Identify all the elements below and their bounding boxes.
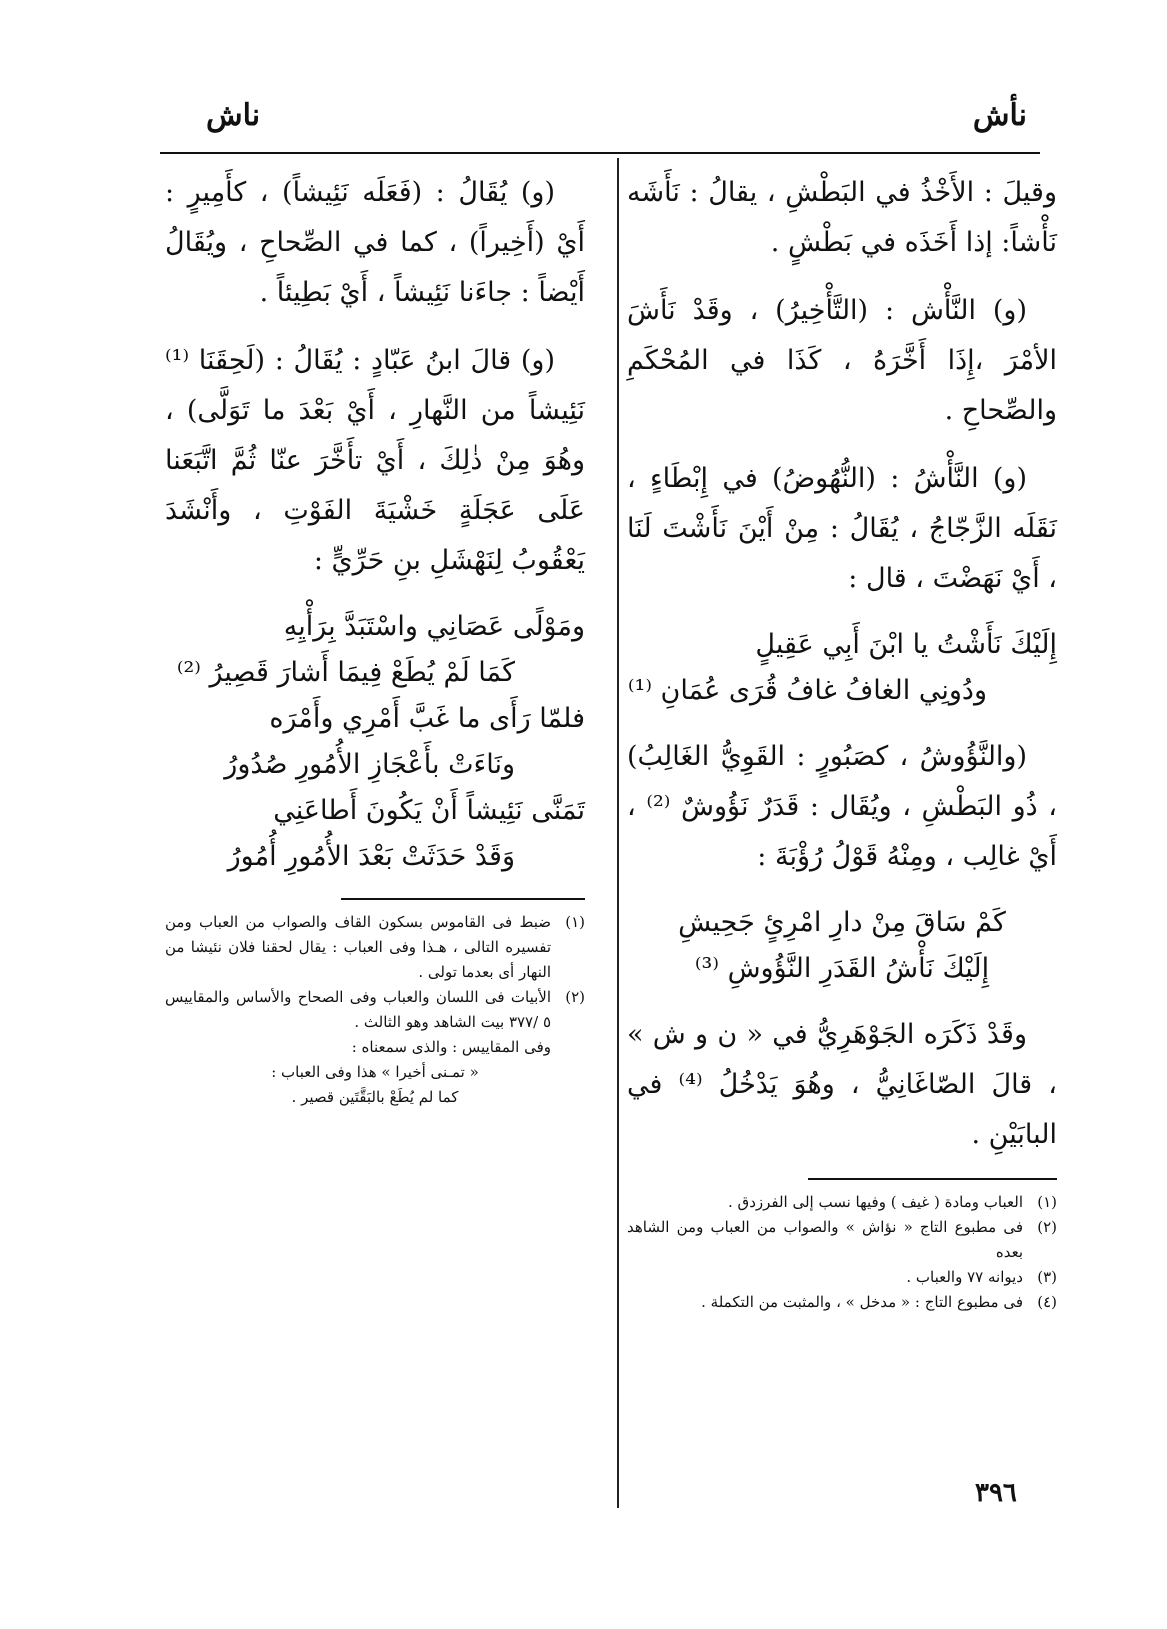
footnote-number: (٣) [1037,1267,1057,1286]
footnote-continuation: وفى المقاييس : والذى سمعناه : [351,1037,551,1056]
footnote [165,910,585,985]
footnote-number: (١) [1037,1192,1057,1211]
header-rule [160,152,1040,154]
right-paragraph-1: وقيلَ : الأَخْذُ في البَطْشِ ، يقالُ : نَأَشَه نَأْشاً: إذا أَخَذَه في بَطْشٍ . [627,177,1057,258]
footnote [627,1215,1057,1265]
footnote-text: العباب ومادة ( غيف ) وفيها نسب إلى الفرزدق . [728,1192,1023,1211]
right-paragraph-2: (و) النَّأْش : (التَّأْخِيرُ) ، وقَدْ نَأَشَ الأمْرَ ،إِذَا أَخَّرَهُ ، كَذَا في المُحْكَمِ والصِّحاحِ . [627,295,1057,426]
left-footnotes [165,910,585,1110]
footnote-text: فى مطبوع التاج « نؤاش » والصواب من العباب ومن الشاهد بعده [627,1217,1023,1261]
right-footnotes [627,1190,1057,1315]
running-header-right: نأش [972,98,1027,133]
footnote-rule [341,898,585,900]
footnote-number: (٤) [1037,1292,1057,1311]
verse-hemistich: وَقَدْ حَدَثَتْ بَعْدَ الأُمُورِ أُمُورُ [227,841,515,872]
footnote-text: فى مطبوع التاج : « مدخل » ، والمثبت من التكملة . [701,1292,1023,1311]
footnote [627,1290,1057,1315]
left-paragraph-2: (و) قالَ ابنُ عَبّادٍ : يُقَالُ : (لَحِقَنَا ⁽¹⁾ نَئِيشاً من النَّهارِ ، أَيْ بَعْدَ ما تَوَلَّى) ، وهُوَ مِنْ ذٰلِكَ ، أَيْ تأَخَّرَ عنّا ثُمَّ اتَّبَعَنا عَلَى عَجَلَةٍ خَشْيَةَ الفَوْتِ ، وأَنْشَدَ يَعْقُوبُ لِنَهْشَلِ بنِ حَرِّيٍّ : [165,345,585,576]
right-verse-2 [627,900,1057,992]
footnote-text: ضبط فى القاموس بسكون القاف والصواب من العباب ومن تفسيره التالى ، هـذا وفى العباب : يقال لحقنا فلان نئيشا من النهار أى بعدما تولى . [165,912,551,981]
running-header-left: ناش [206,98,261,133]
right-paragraph-3: (و) النَّأْشُ : (النُّهُوضُ) في إِبْطَاءٍ ، نَقَلَه الزَّجّاجُ ، يُقَالُ : مِنْ أَيْنَ نَأَشْتَ لَنَا ، أَيْ نَهَضْتَ ، قال : [627,463,1057,594]
left-paragraph-1: (و) يُقَالُ : (فَعَلَه نَئِيشاً) ، كأَمِيرٍ : أَيْ (أَخِيراً) ، كما في الصِّحاحِ ، ويُقَالُ أَيْضاً : جاءَنا نَئِيشاً ، أَيْ بَطِيئاً . [165,177,585,308]
footnote [627,1265,1057,1290]
verse-hemistich: كَمْ سَاقَ مِنْ دارِ امْرِئٍ جَحِيشِ [678,907,1006,938]
right-paragraph-4: (والنَّؤُوشُ ، كصَبُورٍ : القَوِيُّ الغَالِبُ) ، ذُو البَطْشِ ، ويُقَال : قَدَرٌ نَؤُوشٌ ⁽²⁾ ، أَيْ غالِب ، ومِنْهُ قَوْلُ رُؤْبَةَ : [627,741,1057,872]
footnote-text: الأبيات فى اللسان والعباب وفى الصحاح والأساس والمقاييس ٥ /٣٧٧ بيت الشاهد وهو الثالث . [165,987,551,1031]
column-divider [617,158,619,1508]
verse-hemistich: إِلَيْكَ نَأَشْتُ يا ابْنَ أَبِي عَقِيلٍ [755,629,1057,660]
verse-hemistich: ونَاءَتْ بأَعْجَازِ الأُمُورِ صُدُورُ [224,749,515,780]
verse-hemistich: تَمَنَّى نَئِيشاً أَنْ يَكُونَ أَطاعَنِي [273,795,585,826]
footnote-number: (٢) [565,987,585,1006]
footnote-text: ديوانه ٧٧ والعباب . [906,1267,1023,1286]
footnote-number: (١) [565,912,585,931]
left-verse-block [165,604,585,880]
footnote-quote: كما لم يُطَعْ بالبَقَّتَين قصير . [291,1087,459,1106]
verse-hemistich: كَمَا لَمْ يُطَعْ فِيمَا أَشارَ قَصِيرُ ⁽²⁾ [176,657,515,688]
verse-hemistich: ودُونِي الغافُ غافُ قُرَى عُمَانِ ⁽¹⁾ [627,675,987,706]
right-paragraph-5: وقَدْ ذَكَرَه الجَوْهَرِيُّ في « ن و ش » ، قالَ الصّاغَانِيُّ ، وهُوَ يَدْخُلُ ⁽⁴⁾ في البابَيْنِ . [627,1019,1058,1150]
footnote-quote: « تمـنى أخيرا » هذا وفى العباب : [271,1062,479,1081]
verse-hemistich: فلمّا رَأَى ما غَبَّ أَمْرِي وأَمْرَه [269,703,585,734]
left-column [165,168,585,1110]
right-verse-1 [627,622,1057,714]
verse-hemistich: إِلَيْكَ نَأْشُ القَدَرِ النَّؤُوشِ ⁽³⁾ [694,953,990,984]
footnote-rule [808,1178,1057,1180]
page-number: ٣٩٦ [975,1478,1017,1508]
footnote [165,985,585,1035]
footnote-number: (٢) [1037,1217,1057,1236]
footnote [627,1190,1057,1215]
right-column [627,168,1057,1315]
verse-hemistich: ومَوْلًى عَصَانِي واسْتَبَدَّ بِرَأْيِهِ [283,611,585,642]
